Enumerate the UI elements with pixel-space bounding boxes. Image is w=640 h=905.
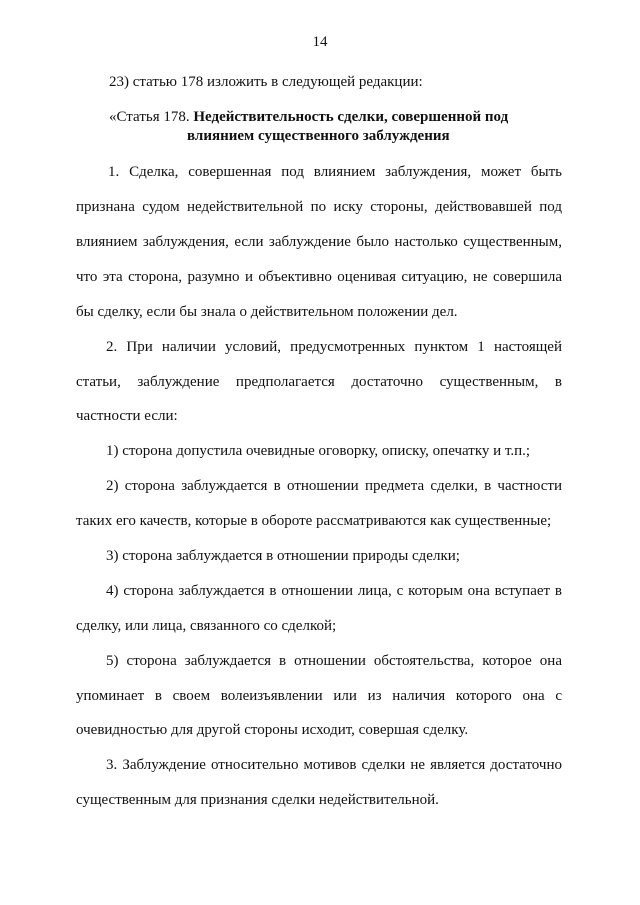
- text-line: 3. Заблуждение относительно мотивов сделки не является достаточно: [106, 757, 562, 773]
- text-line: существенным для признания сделки недействительной.: [76, 792, 439, 808]
- text-line: 3) сторона заблуждается в отношении природы сделки;: [106, 548, 460, 564]
- text-line: 2) сторона заблуждается в отношении предмета сделки, в частности: [106, 478, 562, 494]
- article-heading-line-1: [109, 108, 508, 126]
- text-line: что эта сторона, разумно и объективно оценивая ситуацию, не совершила: [76, 269, 562, 285]
- article-heading-title-2: влиянием существенного заблуждения: [187, 128, 450, 144]
- text-line: влиянием заблуждения, если заблуждение было настолько существенным,: [76, 234, 562, 250]
- article-heading-title-1: Недействительность сделки, совершенной под: [193, 109, 509, 125]
- text-line: признана судом недействительной по иску стороны, действовавшей под: [76, 199, 562, 215]
- text-line: упоминает в своем волеизъявлении или из наличия которого она с: [76, 688, 562, 704]
- text-line: частности если:: [76, 408, 178, 424]
- intro-line: 23) статью 178 изложить в следующей редакции:: [109, 74, 423, 90]
- page-number: 14: [312, 34, 328, 50]
- text-line: 1. Сделка, совершенная под влиянием заблуждения, может быть: [108, 164, 562, 180]
- text-line: таких его качеств, которые в обороте рассматриваются как существенные;: [76, 513, 552, 529]
- text-line: бы сделку, если бы знала о действительном положении дел.: [76, 304, 458, 320]
- text-line: сделку, или лица, связанного со сделкой;: [76, 618, 337, 634]
- text-line: статьи, заблуждение предполагается достаточно существенным, в: [76, 374, 562, 390]
- article-heading-prefix: «Статья 178.: [109, 109, 190, 125]
- text-line: 5) сторона заблуждается в отношении обстоятельства, которое она: [106, 653, 562, 669]
- text-line: 4) сторона заблуждается в отношении лица, с которым она вступает в: [106, 583, 562, 599]
- text-line: 1) сторона допустила очевидные оговорку, описку, опечатку и т.п.;: [106, 443, 531, 459]
- text-line: 2. При наличии условий, предусмотренных пунктом 1 настоящей: [106, 339, 562, 355]
- text-line: очевидностью для другой стороны исходит, совершая сделку.: [76, 722, 469, 738]
